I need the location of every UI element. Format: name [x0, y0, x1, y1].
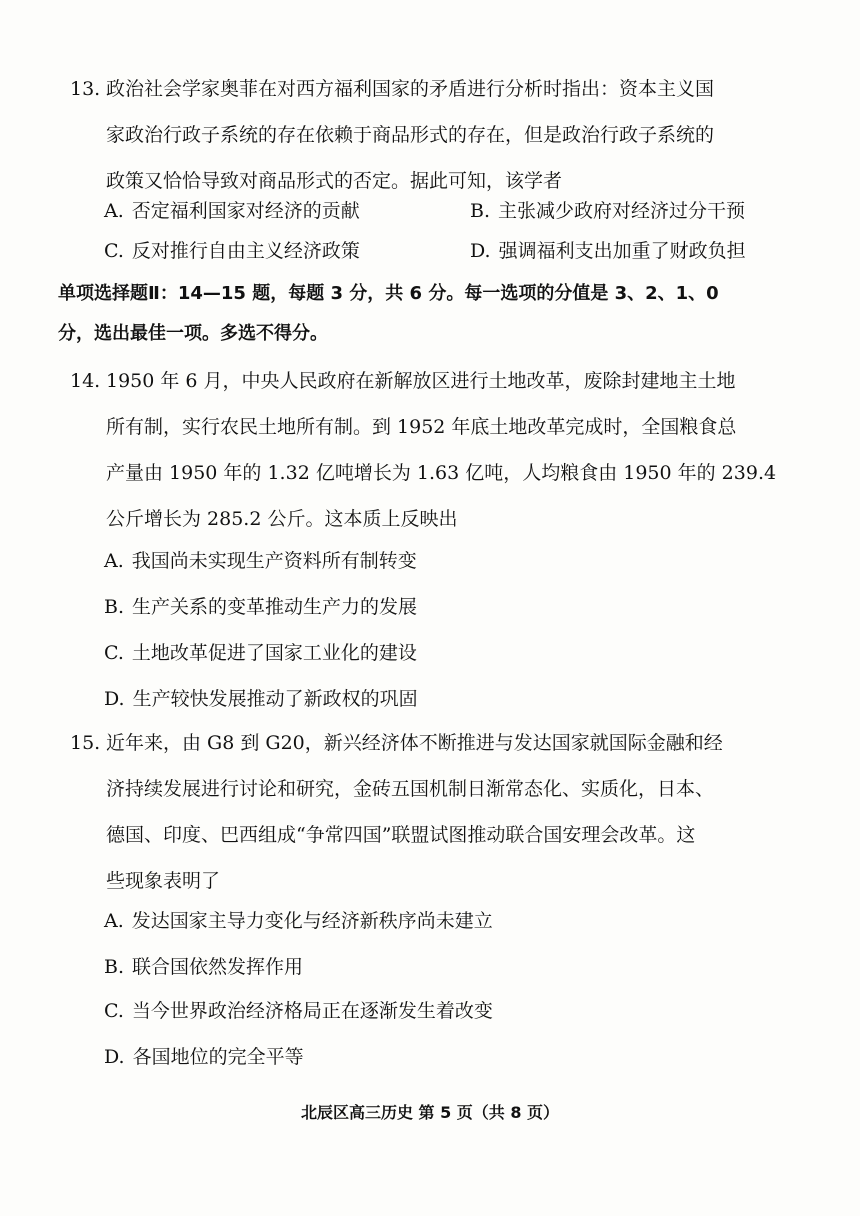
option-text: 强调福利支出加重了财政负担 [498, 240, 746, 262]
option-a [104, 906, 493, 936]
option-text: 生产较快发展推动了新政权的巩固 [132, 688, 418, 710]
option-text: 主张减少政府对经济过分干预 [498, 200, 746, 222]
stem-line: 些现象表明了 [106, 870, 221, 892]
option-letter: B. [470, 200, 491, 222]
option-text: 生产关系的变革推动生产力的发展 [132, 596, 418, 618]
option-text: 反对推行自由主义经济政策 [131, 240, 360, 262]
option-text: 我国尚未实现生产资料所有制转变 [131, 550, 417, 572]
option-letter: C. [104, 1000, 124, 1022]
question-stem [70, 720, 790, 904]
option-text: 土地改革促进了国家工业化的建设 [131, 642, 417, 664]
question-stem [70, 66, 790, 204]
option-text: 联合国依然发挥作用 [132, 956, 304, 978]
option-text: 发达国家主导力变化与经济新秩序尚未建立 [131, 910, 493, 932]
option-text: 各国地位的完全平等 [132, 1046, 304, 1068]
option-b [104, 592, 417, 622]
stem-line: 政治社会学家奥菲在对西方福利国家的矛盾进行分析时指出：资本主义国 [106, 78, 715, 100]
option-d [104, 684, 418, 714]
question-number: 15. [70, 732, 101, 754]
stem-line: 1950 年 6 月，中央人民政府在新解放区进行土地改革，废除封建地主土地 [106, 370, 736, 392]
stem-line: 公斤增长为 285.2 公斤。这本质上反映出 [106, 508, 458, 530]
question-stem [70, 358, 790, 542]
option-text: 当今世界政治经济格局正在逐渐发生着改变 [131, 1000, 493, 1022]
stem-line: 近年来，由 G8 到 G20，新兴经济体不断推进与发达国家就国际金融和经 [106, 732, 723, 754]
page-footer: 北辰区高三历史 第 5 页（共 8 页） [300, 1103, 560, 1122]
stem-line: 家政治行政子系统的存在依赖于商品形式的存在，但是政治行政子系统的 [106, 124, 715, 146]
stem-line: 济持续发展进行讨论和研究，金砖五国机制日渐常态化、实质化，日本、 [106, 778, 715, 800]
question-15 [70, 720, 790, 904]
option-text: 否定福利国家对经济的贡献 [131, 200, 360, 222]
option-letter: C. [104, 240, 124, 262]
option-a [104, 546, 417, 576]
option-d [470, 236, 746, 266]
option-a [104, 196, 360, 226]
stem-line: 德国、印度、巴西组成“争常四国”联盟试图推动联合国安理会改革。这 [106, 824, 696, 846]
question-14 [70, 358, 790, 542]
option-letter: A. [104, 550, 124, 572]
option-letter: D. [470, 240, 491, 262]
section-line: 分，选出最佳一项。多选不得分。 [58, 323, 328, 344]
option-letter: A. [104, 200, 124, 222]
section-line: 单项选择题Ⅱ：14—15 题，每题 3 分，共 6 分。每一选项的分值是 3、2、1、0 [58, 283, 719, 304]
option-letter: D. [104, 1046, 125, 1068]
stem-line: 产量由 1950 年的 1.32 亿吨增长为 1.63 亿吨，人均粮食由 1950 年的 239.4 [106, 462, 777, 484]
option-letter: B. [104, 956, 125, 978]
stem-line: 政策又恰恰导致对商品形式的否定。据此可知，该学者 [106, 170, 563, 192]
option-c [104, 236, 360, 266]
option-b [470, 196, 745, 226]
option-d [104, 1042, 304, 1072]
option-letter: C. [104, 642, 124, 664]
stem-line: 所有制，实行农民土地所有制。到 1952 年底土地改革完成时，全国粮食总 [106, 416, 737, 438]
question-number: 14. [70, 370, 101, 392]
option-c [104, 638, 417, 668]
option-c [104, 996, 493, 1026]
option-letter: A. [104, 910, 124, 932]
option-letter: D. [104, 688, 125, 710]
option-letter: B. [104, 596, 125, 618]
option-b [104, 952, 303, 982]
question-number: 13. [70, 78, 101, 100]
question-13 [70, 66, 790, 204]
section-heading [58, 274, 798, 354]
